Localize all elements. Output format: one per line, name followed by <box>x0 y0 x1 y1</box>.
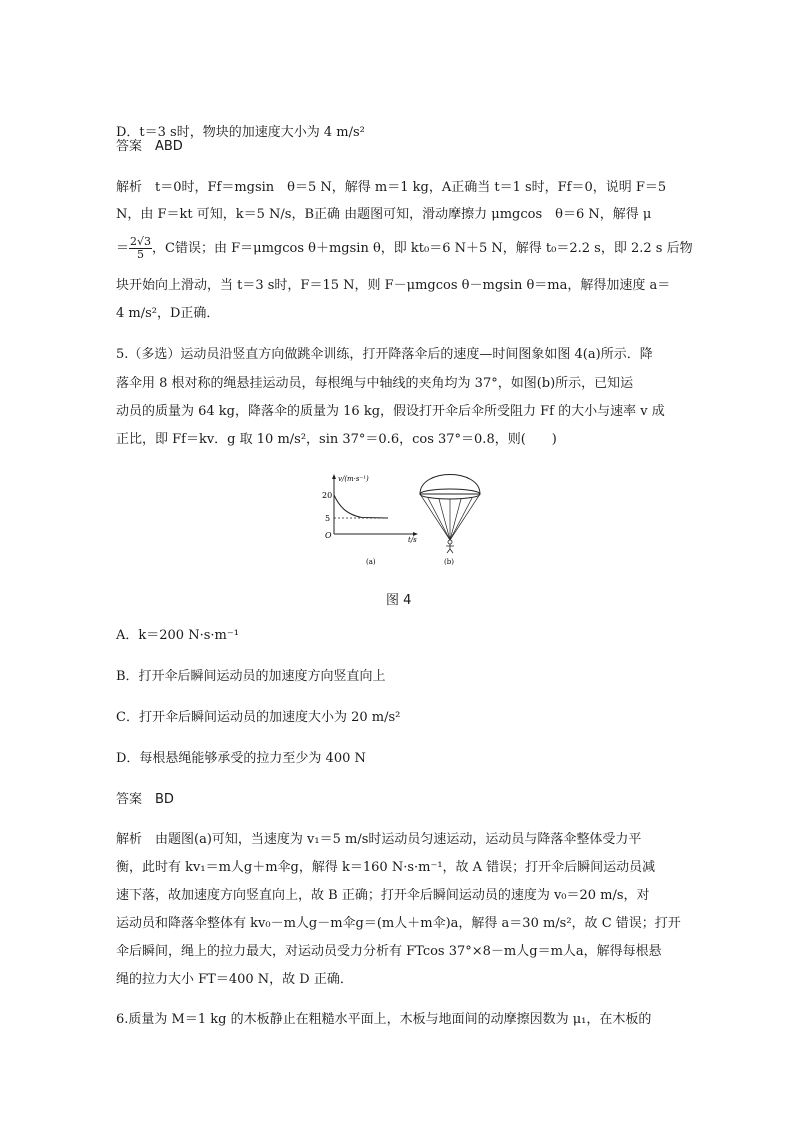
q5-analysis-line-3: 速下落，故加速度方向竖直向上，故 B 正确；打开伞后瞬间运动员的速度为 v₀＝20 m/s，对 <box>116 888 650 903</box>
q5-analysis-line-6: 绳的拉力大小 FT＝400 N，故 D 正确． <box>116 972 353 987</box>
prev-answer-text: 答案 ABD <box>116 139 183 154</box>
graph-a <box>322 474 418 566</box>
t-axis-label: t/s <box>408 536 417 544</box>
mu-equals: ＝ <box>116 241 130 256</box>
mu-numerator: 2√3 <box>130 235 152 248</box>
q5-analysis-line-5: 伞后瞬间，绳上的拉力最大，对运动员受力分析有 FTcos 37°×8－m人g＝m人a，解得每根悬 <box>116 944 662 959</box>
line-6 <box>450 498 472 540</box>
line-3 <box>439 499 450 540</box>
jumper-body <box>446 544 454 553</box>
q5-analysis-line-2: 衡，此时有 kv₁＝m人g＋m伞g，解得 k＝160 N·s·m⁻¹，故 A 错误；打开伞后瞬间运动员减 <box>116 860 656 875</box>
mu-fraction <box>129 236 152 261</box>
q5-option-b: B．打开伞后瞬间运动员的加速度方向竖直向上 <box>116 669 386 684</box>
q5-stem-line-2: 落伞用 8 根对称的绳悬挂运动员，每根绳与中轴线的夹角均为 37°，如图(b)所示，已知运 <box>116 376 634 391</box>
tick-5: 5 <box>325 514 331 523</box>
figure-4-svg <box>312 472 552 572</box>
prev-analysis-line-5: 4 m/s²，D正确． <box>116 306 220 321</box>
v-axis-arrow <box>332 474 336 479</box>
parachute-illustration <box>420 475 480 567</box>
tick-20: 20 <box>322 491 333 500</box>
prev-analysis-line-4: 块开始向上滑动，当 t＝3 s时，F＝15 N，则 F－μmgcos θ－mgsin θ＝ma，解得加速度 a＝ <box>116 278 671 293</box>
q5-answer: 答案 BD <box>116 792 174 807</box>
line-5 <box>450 499 461 540</box>
q5-option-d: D．每根悬绳能够承受的拉力至少为 400 N <box>116 751 366 766</box>
mu-denominator: 5 <box>137 248 145 261</box>
q5-stem-line-4: 正比，即 Ff＝kv．g 取 10 m/s²，sin 37°＝0.6，cos 37°＝0.8，则( ) <box>116 432 557 447</box>
prev-analysis-line-2: N，由 F＝kt 可知，k＝5 N/s，B正确 由题图可知，滑动摩擦力 μmgcos θ＝6 N，解得 μ <box>116 207 652 222</box>
sub-label-a: (a) <box>366 558 376 566</box>
line-1 <box>420 494 450 540</box>
q5-option-c: C．打开伞后瞬间运动员的加速度大小为 20 m/s² <box>116 710 401 725</box>
q5-analysis-line-1: 解析 由题图(a)可知，当速度为 v₁＝5 m/s时运动员匀速运动，运动员与降落伞整体受力平 <box>116 832 642 847</box>
line-2 <box>428 498 450 540</box>
canopy <box>420 475 480 495</box>
q5-option-a: A．k＝200 N·s·m⁻¹ <box>116 628 239 643</box>
prev-analysis-line-3: ，C错误；由 F＝μmgcos θ＋mgsin θ，即 kt₀＝6 N＋5 N，解得 t₀＝2.2 s，即 2.2 s 后物 <box>152 241 693 256</box>
figure-caption: 图 4 <box>386 593 412 608</box>
line-7 <box>450 494 480 540</box>
q6-stem-line-1: 6.质量为 M＝1 kg 的木板静止在粗糙水平面上，木板与地面间的动摩擦因数为 μ₁，在木板的 <box>116 1012 652 1027</box>
velocity-curve <box>334 495 388 518</box>
q5-analysis-line-4: 运动员和降落伞整体有 kv₀－m人g－m伞g＝(m人＋m伞)a，解得 a＝30 m/s²，故 C 错误；打开 <box>116 916 681 931</box>
prev-analysis-line-1: 解析 t＝0时，Ff＝mgsin θ＝5 N，解得 m＝1 kg，A正确当 t＝1 s时，Ff＝0，说明 F＝5 <box>116 180 667 195</box>
origin-label: O <box>325 531 332 540</box>
sub-label-b: (b) <box>444 558 454 566</box>
v-axis-label: v/(m·s⁻¹) <box>338 475 369 483</box>
jumper-head <box>448 540 452 544</box>
q5-stem-line-3: 动员的质量为 64 kg，降落伞的质量为 16 kg，假设打开伞后伞所受阻力 Ff 的大小与速率 v 成 <box>116 404 665 419</box>
figure-4 <box>312 472 592 572</box>
q5-stem-line-1: 5.（多选）运动员沿竖直方向做跳伞训练，打开降落伞后的速度—时间图象如图 4(a)所示．降 <box>116 347 653 362</box>
prev-analysis-line-3-row <box>116 236 693 261</box>
prev-option-d: D．t＝3 s时，物块的加速度大小为 4 m/s² <box>116 125 365 140</box>
